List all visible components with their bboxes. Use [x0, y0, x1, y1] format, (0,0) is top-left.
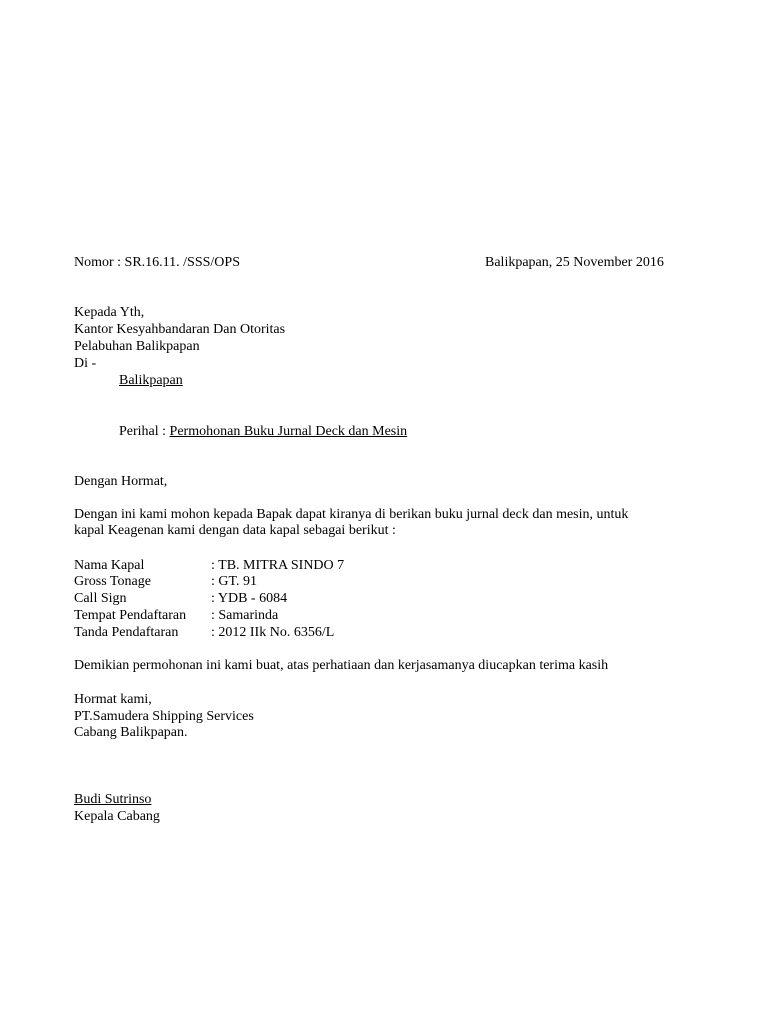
letter-number: Nomor : SR.16.11. /SSS/OPS — [74, 255, 240, 270]
ship-data-label: Nama Kapal — [74, 558, 145, 573]
subject-text: Permohonan Buku Jurnal Deck dan Mesin — [169, 424, 408, 439]
ship-data-row — [74, 557, 344, 574]
recipient-port: Pelabuhan Balikpapan — [74, 339, 200, 354]
company-branch: Cabang Balikpapan. — [74, 725, 188, 740]
company-name: PT.Samudera Shipping Services — [74, 709, 254, 724]
ship-data-label: Tempat Pendaftaran — [74, 608, 187, 623]
ship-data-value: : Samarinda — [211, 608, 279, 623]
ship-data-value: : YDB - 6084 — [211, 591, 288, 606]
body-paragraph-line-1: Dengan ini kami mohon kepada Bapak dapat kiranya di berikan buku jurnal deck dan mesin, untuk — [74, 507, 629, 522]
ship-data-label: Gross Tonage — [74, 574, 151, 589]
recipient-di: Di - — [74, 356, 97, 371]
ship-data-label: Tanda Pendaftaran — [74, 625, 179, 640]
ship-data-row — [74, 607, 278, 624]
recipient-city: Balikpapan — [119, 373, 183, 388]
closing-paragraph: Demikian permohonan ini kami buat, atas perhatiaan dan kerjasamanya diucapkan terima kasih — [74, 658, 609, 673]
signatory-name: Budi Sutrinso — [74, 792, 152, 807]
ship-data-value: : TB. MITRA SINDO 7 — [211, 558, 345, 573]
ship-data-value: : 2012 IIk No. 6356/L — [211, 625, 335, 640]
recipient-office: Kantor Kesyahbandaran Dan Otoritas — [74, 322, 286, 337]
subject-line — [119, 423, 407, 440]
letter-place-date: Balikpapan, 25 November 2016 — [485, 255, 664, 270]
recipient-salutation: Kepada Yth, — [74, 305, 145, 320]
subject-label: Perihal : — [119, 424, 170, 439]
ship-data-row — [74, 624, 334, 641]
ship-data-label: Call Sign — [74, 591, 127, 606]
ship-data-value: : GT. 91 — [211, 574, 258, 589]
ship-data-row — [74, 590, 287, 607]
ship-data-row — [74, 573, 257, 590]
signoff: Hormat kami, — [74, 692, 152, 707]
body-paragraph-line-2: kapal Keagenan kami dengan data kapal sebagai berikut : — [74, 523, 396, 538]
greeting: Dengan Hormat, — [74, 474, 168, 489]
signatory-title: Kepala Cabang — [74, 809, 160, 824]
